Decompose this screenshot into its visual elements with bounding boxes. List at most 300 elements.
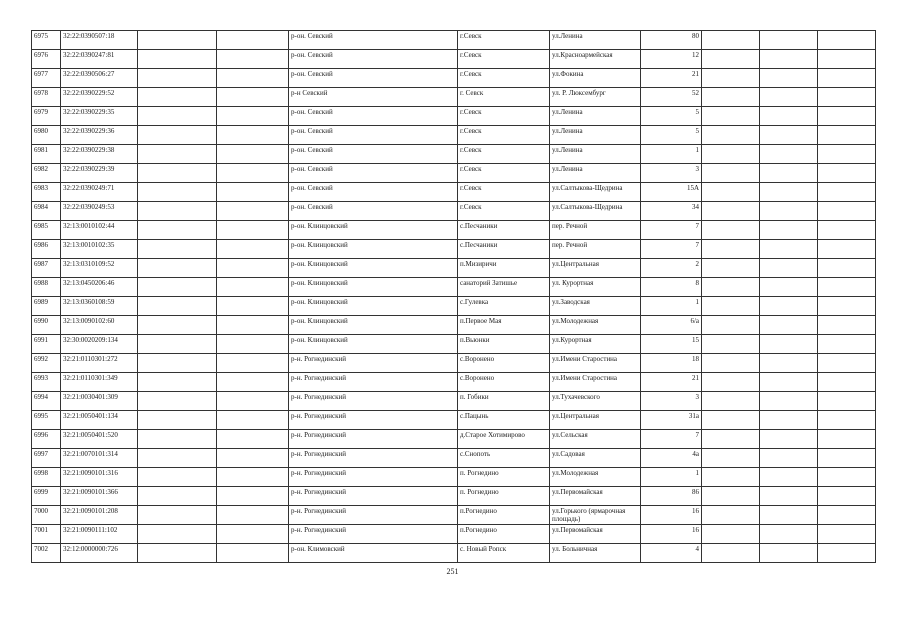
empty-cell <box>760 107 818 126</box>
empty-cell <box>138 468 217 487</box>
street-cell: ул.Тухачевского <box>550 392 641 411</box>
empty-cell <box>138 373 217 392</box>
empty-cell <box>760 468 818 487</box>
empty-cell <box>217 240 289 259</box>
row-number-cell: 6995 <box>32 411 61 430</box>
district-cell: р-н. Рогнединский <box>289 525 458 544</box>
street-cell: ул.Ленина <box>550 126 641 145</box>
empty-cell <box>818 392 876 411</box>
cadastral-number-cell: 32:22:0390507:18 <box>61 31 138 50</box>
empty-cell <box>818 278 876 297</box>
empty-cell <box>818 202 876 221</box>
street-cell: ул.Молодежная <box>550 316 641 335</box>
district-cell: р-н. Рогнединский <box>289 506 458 525</box>
empty-cell <box>818 145 876 164</box>
house-number-cell: 86 <box>641 487 702 506</box>
table-row <box>32 183 876 202</box>
table-row <box>32 278 876 297</box>
empty-cell <box>702 487 760 506</box>
district-cell: р-н. Рогнединский <box>289 373 458 392</box>
empty-cell <box>702 354 760 373</box>
locality-cell: п. Гобики <box>458 392 550 411</box>
street-cell: ул.Ленина <box>550 107 641 126</box>
district-cell: р-он. Севский <box>289 107 458 126</box>
table-row <box>32 88 876 107</box>
cadastral-number-cell: 32:13:0010102:44 <box>61 221 138 240</box>
cadastral-number-cell: 32:13:0360108:59 <box>61 297 138 316</box>
empty-cell <box>760 392 818 411</box>
empty-cell <box>818 487 876 506</box>
locality-cell: п.Рогнедино <box>458 525 550 544</box>
empty-cell <box>818 316 876 335</box>
district-cell: р-н. Рогнединский <box>289 354 458 373</box>
district-cell: р-н. Рогнединский <box>289 392 458 411</box>
district-cell: р-он. Севский <box>289 50 458 69</box>
locality-cell: п.Мизиричи <box>458 259 550 278</box>
empty-cell <box>138 278 217 297</box>
table-row <box>32 316 876 335</box>
street-cell: ул.Молодежная <box>550 468 641 487</box>
cadastral-number-cell: 32:22:0390229:52 <box>61 88 138 107</box>
street-cell: ул.Ленина <box>550 31 641 50</box>
row-number-cell: 6983 <box>32 183 61 202</box>
cadastral-number-cell: 32:22:0390229:38 <box>61 145 138 164</box>
empty-cell <box>217 468 289 487</box>
locality-cell: с. Новый Ропск <box>458 544 550 563</box>
empty-cell <box>760 525 818 544</box>
house-number-cell: 80 <box>641 31 702 50</box>
table-row <box>32 449 876 468</box>
empty-cell <box>818 373 876 392</box>
district-cell: р-н. Рогнединский <box>289 468 458 487</box>
row-number-cell: 7002 <box>32 544 61 563</box>
row-number-cell: 6985 <box>32 221 61 240</box>
empty-cell <box>138 411 217 430</box>
empty-cell <box>138 430 217 449</box>
row-number-cell: 6982 <box>32 164 61 183</box>
street-cell: ул.Центральная <box>550 259 641 278</box>
empty-cell <box>702 392 760 411</box>
empty-cell <box>818 126 876 145</box>
empty-cell <box>138 297 217 316</box>
empty-cell <box>760 487 818 506</box>
empty-cell <box>760 50 818 69</box>
empty-cell <box>138 354 217 373</box>
table-row <box>32 392 876 411</box>
empty-cell <box>818 69 876 88</box>
district-cell: р-он. Клинцовский <box>289 278 458 297</box>
empty-cell <box>760 316 818 335</box>
cadastral-number-cell: 32:21:0090101:316 <box>61 468 138 487</box>
cadastral-number-cell: 32:21:0070101:314 <box>61 449 138 468</box>
district-cell: р-он. Климовский <box>289 544 458 563</box>
house-number-cell: 4а <box>641 449 702 468</box>
row-number-cell: 6986 <box>32 240 61 259</box>
empty-cell <box>217 354 289 373</box>
street-cell: ул.Имени Старостина <box>550 354 641 373</box>
empty-cell <box>217 278 289 297</box>
empty-cell <box>818 221 876 240</box>
empty-cell <box>818 183 876 202</box>
empty-cell <box>702 145 760 164</box>
empty-cell <box>818 506 876 525</box>
district-cell: р-он. Севский <box>289 69 458 88</box>
house-number-cell: 16 <box>641 506 702 525</box>
locality-cell: г.Севск <box>458 126 550 145</box>
locality-cell: п.Вьюнки <box>458 335 550 354</box>
locality-cell: д.Старое Хотимирово <box>458 430 550 449</box>
district-cell: р-н. Рогнединский <box>289 430 458 449</box>
page-number: 251 <box>446 567 459 576</box>
locality-cell: с.Воронено <box>458 373 550 392</box>
registry-table <box>31 30 876 563</box>
cadastral-number-cell: 32:21:0090111:102 <box>61 525 138 544</box>
row-number-cell: 6989 <box>32 297 61 316</box>
row-number-cell: 6977 <box>32 69 61 88</box>
house-number-cell: 3 <box>641 164 702 183</box>
cadastral-number-cell: 32:21:0050401:520 <box>61 430 138 449</box>
empty-cell <box>138 221 217 240</box>
empty-cell <box>818 164 876 183</box>
empty-cell <box>818 240 876 259</box>
empty-cell <box>760 31 818 50</box>
district-cell: р-он. Севский <box>289 126 458 145</box>
table-row <box>32 164 876 183</box>
empty-cell <box>217 316 289 335</box>
street-cell: ул.Салтыкова-Щедрина <box>550 202 641 221</box>
locality-cell: с.Песчаники <box>458 240 550 259</box>
house-number-cell: 15 <box>641 335 702 354</box>
empty-cell <box>760 221 818 240</box>
empty-cell <box>217 164 289 183</box>
house-number-cell: 1 <box>641 145 702 164</box>
street-cell: ул.Салтыкова-Щедрина <box>550 183 641 202</box>
table-row <box>32 430 876 449</box>
cadastral-number-cell: 32:21:0090101:208 <box>61 506 138 525</box>
empty-cell <box>138 487 217 506</box>
locality-cell: г.Севск <box>458 50 550 69</box>
locality-cell: с.Пацынь <box>458 411 550 430</box>
empty-cell <box>702 297 760 316</box>
empty-cell <box>760 88 818 107</box>
empty-cell <box>702 50 760 69</box>
empty-cell <box>217 107 289 126</box>
district-cell: р-он. Клинцовский <box>289 221 458 240</box>
street-cell: ул. Больничная <box>550 544 641 563</box>
cadastral-number-cell: 32:22:0390229:39 <box>61 164 138 183</box>
empty-cell <box>818 411 876 430</box>
locality-cell: г.Севск <box>458 31 550 50</box>
row-number-cell: 6978 <box>32 88 61 107</box>
house-number-cell: 18 <box>641 354 702 373</box>
house-number-cell: 15А <box>641 183 702 202</box>
empty-cell <box>818 354 876 373</box>
empty-cell <box>217 525 289 544</box>
locality-cell: с.Воронено <box>458 354 550 373</box>
empty-cell <box>702 335 760 354</box>
table-row <box>32 240 876 259</box>
cadastral-number-cell: 32:22:0390249:53 <box>61 202 138 221</box>
district-cell: р-он. Клинцовский <box>289 259 458 278</box>
empty-cell <box>217 544 289 563</box>
street-cell: ул.Первомайская <box>550 487 641 506</box>
table-row <box>32 50 876 69</box>
empty-cell <box>217 31 289 50</box>
district-cell: р-н. Рогнединский <box>289 449 458 468</box>
row-number-cell: 6990 <box>32 316 61 335</box>
empty-cell <box>138 392 217 411</box>
empty-cell <box>217 373 289 392</box>
empty-cell <box>818 335 876 354</box>
row-number-cell: 6991 <box>32 335 61 354</box>
house-number-cell: 7 <box>641 240 702 259</box>
locality-cell: с.Снопоть <box>458 449 550 468</box>
empty-cell <box>818 544 876 563</box>
district-cell: р-он. Клинцовский <box>289 297 458 316</box>
empty-cell <box>702 411 760 430</box>
cadastral-number-cell: 32:22:0390249:71 <box>61 183 138 202</box>
row-number-cell: 6976 <box>32 50 61 69</box>
empty-cell <box>217 449 289 468</box>
house-number-cell: 7 <box>641 221 702 240</box>
house-number-cell: 7 <box>641 430 702 449</box>
locality-cell: п.Рогнедино <box>458 506 550 525</box>
row-number-cell: 6988 <box>32 278 61 297</box>
empty-cell <box>138 69 217 88</box>
street-cell: ул.Первомайская <box>550 525 641 544</box>
row-number-cell: 6993 <box>32 373 61 392</box>
table-row <box>32 297 876 316</box>
empty-cell <box>217 297 289 316</box>
table-row <box>32 354 876 373</box>
street-cell: ул.Фокина <box>550 69 641 88</box>
cadastral-number-cell: 32:30:0020209:134 <box>61 335 138 354</box>
locality-cell: с.Гулевка <box>458 297 550 316</box>
empty-cell <box>217 126 289 145</box>
empty-cell <box>818 31 876 50</box>
empty-cell <box>702 202 760 221</box>
cadastral-number-cell: 32:21:0050401:134 <box>61 411 138 430</box>
table-row <box>32 202 876 221</box>
cadastral-number-cell: 32:13:0010102:35 <box>61 240 138 259</box>
locality-cell: п. Рогнедино <box>458 487 550 506</box>
cadastral-number-cell: 32:13:0450206:46 <box>61 278 138 297</box>
empty-cell <box>138 164 217 183</box>
empty-cell <box>818 468 876 487</box>
empty-cell <box>760 544 818 563</box>
empty-cell <box>702 259 760 278</box>
empty-cell <box>138 183 217 202</box>
empty-cell <box>760 506 818 525</box>
cadastral-number-cell: 32:13:0090102:60 <box>61 316 138 335</box>
locality-cell: г. Севск <box>458 88 550 107</box>
empty-cell <box>217 202 289 221</box>
row-number-cell: 6984 <box>32 202 61 221</box>
row-number-cell: 6992 <box>32 354 61 373</box>
street-cell: ул.Центральная <box>550 411 641 430</box>
house-number-cell: 4 <box>641 544 702 563</box>
empty-cell <box>138 544 217 563</box>
row-number-cell: 6981 <box>32 145 61 164</box>
empty-cell <box>702 69 760 88</box>
row-number-cell: 6999 <box>32 487 61 506</box>
row-number-cell: 6987 <box>32 259 61 278</box>
empty-cell <box>760 240 818 259</box>
locality-cell: с.Песчаники <box>458 221 550 240</box>
empty-cell <box>138 335 217 354</box>
empty-cell <box>217 221 289 240</box>
empty-cell <box>138 240 217 259</box>
empty-cell <box>217 69 289 88</box>
empty-cell <box>760 297 818 316</box>
empty-cell <box>760 411 818 430</box>
street-cell: ул.Садовая <box>550 449 641 468</box>
locality-cell: г.Севск <box>458 107 550 126</box>
empty-cell <box>217 411 289 430</box>
cadastral-number-cell: 32:21:0030401:309 <box>61 392 138 411</box>
house-number-cell: 5 <box>641 126 702 145</box>
empty-cell <box>818 107 876 126</box>
empty-cell <box>702 88 760 107</box>
district-cell: р-он. Севский <box>289 183 458 202</box>
empty-cell <box>138 316 217 335</box>
cadastral-number-cell: 32:21:0110301:272 <box>61 354 138 373</box>
row-number-cell: 7000 <box>32 506 61 525</box>
table-row <box>32 145 876 164</box>
house-number-cell: 34 <box>641 202 702 221</box>
empty-cell <box>760 373 818 392</box>
street-cell: ул. Р. Люксембург <box>550 88 641 107</box>
empty-cell <box>702 506 760 525</box>
house-number-cell: 1 <box>641 468 702 487</box>
table-row <box>32 69 876 88</box>
empty-cell <box>818 297 876 316</box>
empty-cell <box>702 164 760 183</box>
row-number-cell: 7001 <box>32 525 61 544</box>
table-row <box>32 31 876 50</box>
locality-cell: п.Первое Мая <box>458 316 550 335</box>
empty-cell <box>138 126 217 145</box>
registry-body <box>32 31 876 563</box>
empty-cell <box>138 202 217 221</box>
locality-cell: г.Севск <box>458 183 550 202</box>
table-row <box>32 487 876 506</box>
empty-cell <box>760 183 818 202</box>
district-cell: р-н. Рогнединский <box>289 487 458 506</box>
empty-cell <box>217 506 289 525</box>
cadastral-number-cell: 32:22:0390229:35 <box>61 107 138 126</box>
empty-cell <box>818 88 876 107</box>
street-cell: ул.Горького (ярмарочная площадь) <box>550 506 641 525</box>
empty-cell <box>138 145 217 164</box>
row-number-cell: 6979 <box>32 107 61 126</box>
row-number-cell: 6998 <box>32 468 61 487</box>
empty-cell <box>760 145 818 164</box>
district-cell: р-он. Клинцовский <box>289 335 458 354</box>
cadastral-number-cell: 32:12:0000000:726 <box>61 544 138 563</box>
street-cell: пер. Речной <box>550 221 641 240</box>
table-row <box>32 506 876 525</box>
empty-cell <box>702 430 760 449</box>
table-row <box>32 525 876 544</box>
street-cell: ул.Ленина <box>550 145 641 164</box>
empty-cell <box>760 202 818 221</box>
empty-cell <box>760 278 818 297</box>
street-cell: пер. Речной <box>550 240 641 259</box>
empty-cell <box>138 525 217 544</box>
street-cell: ул.Заводская <box>550 297 641 316</box>
empty-cell <box>760 430 818 449</box>
empty-cell <box>760 164 818 183</box>
district-cell: р-он. Севский <box>289 31 458 50</box>
house-number-cell: 5 <box>641 107 702 126</box>
empty-cell <box>702 525 760 544</box>
empty-cell <box>138 107 217 126</box>
empty-cell <box>217 183 289 202</box>
locality-cell: г.Севск <box>458 69 550 88</box>
empty-cell <box>760 259 818 278</box>
locality-cell: санаторий Затишье <box>458 278 550 297</box>
empty-cell <box>217 335 289 354</box>
empty-cell <box>760 335 818 354</box>
house-number-cell: 31а <box>641 411 702 430</box>
empty-cell <box>217 430 289 449</box>
empty-cell <box>818 525 876 544</box>
cadastral-number-cell: 32:22:0390247:81 <box>61 50 138 69</box>
locality-cell: г.Севск <box>458 145 550 164</box>
table-row <box>32 126 876 145</box>
table-row <box>32 544 876 563</box>
empty-cell <box>760 449 818 468</box>
row-number-cell: 6980 <box>32 126 61 145</box>
empty-cell <box>217 145 289 164</box>
empty-cell <box>760 126 818 145</box>
empty-cell <box>138 506 217 525</box>
empty-cell <box>818 449 876 468</box>
locality-cell: г.Севск <box>458 202 550 221</box>
empty-cell <box>702 373 760 392</box>
empty-cell <box>702 449 760 468</box>
cadastral-number-cell: 32:22:0390229:36 <box>61 126 138 145</box>
house-number-cell: 1 <box>641 297 702 316</box>
district-cell: р-н Севский <box>289 88 458 107</box>
empty-cell <box>702 468 760 487</box>
empty-cell <box>138 259 217 278</box>
empty-cell <box>138 50 217 69</box>
house-number-cell: 8 <box>641 278 702 297</box>
empty-cell <box>702 183 760 202</box>
cadastral-number-cell: 32:21:0110301:349 <box>61 373 138 392</box>
cadastral-number-cell: 32:13:0310109:52 <box>61 259 138 278</box>
empty-cell <box>702 316 760 335</box>
table-row <box>32 221 876 240</box>
house-number-cell: 12 <box>641 50 702 69</box>
locality-cell: п. Рогнедино <box>458 468 550 487</box>
table-row <box>32 468 876 487</box>
empty-cell <box>138 449 217 468</box>
district-cell: р-он. Севский <box>289 202 458 221</box>
empty-cell <box>818 430 876 449</box>
row-number-cell: 6996 <box>32 430 61 449</box>
street-cell: ул.Курортная <box>550 335 641 354</box>
empty-cell <box>818 259 876 278</box>
empty-cell <box>702 126 760 145</box>
house-number-cell: 6/а <box>641 316 702 335</box>
empty-cell <box>138 88 217 107</box>
table-row <box>32 373 876 392</box>
empty-cell <box>702 240 760 259</box>
house-number-cell: 21 <box>641 373 702 392</box>
